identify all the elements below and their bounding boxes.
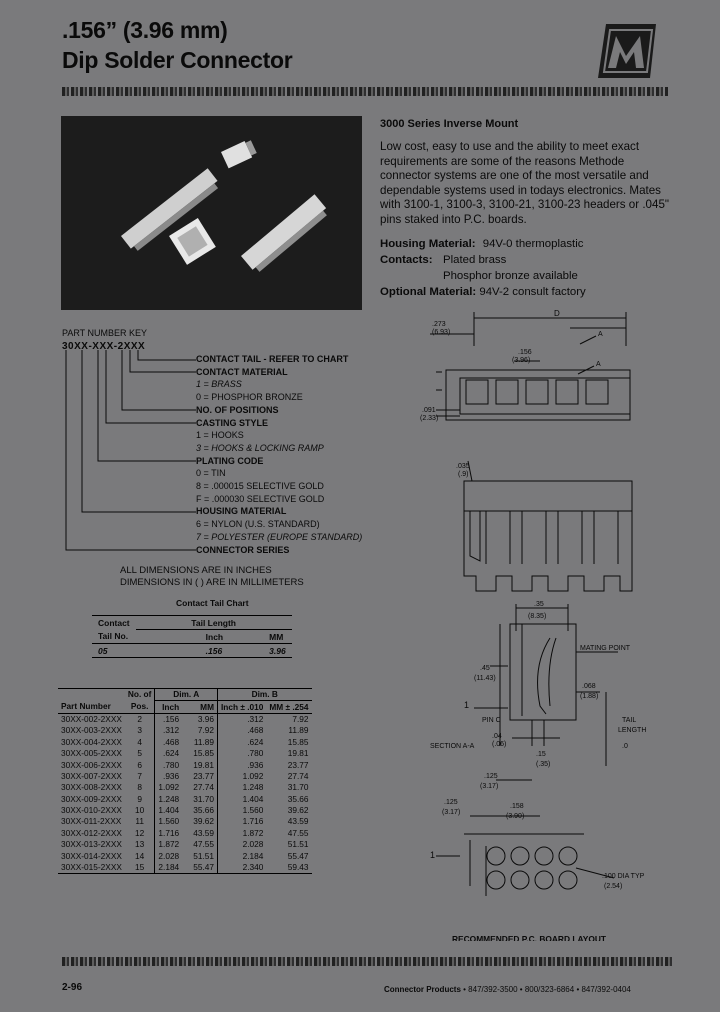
dim-label: A — [596, 361, 601, 368]
table-row — [58, 828, 312, 839]
table-cell: .780 — [155, 759, 182, 770]
table-cell: 1.092 — [155, 782, 182, 793]
dim-header-spacer — [58, 689, 125, 701]
table-cell: 12 — [135, 827, 145, 838]
part-key-line: 1 = BRASS — [196, 379, 242, 390]
part-key-line: 8 = .000015 SELECTIVE GOLD — [196, 481, 324, 492]
paragraph-line: pins staked into P.C. boards. — [380, 212, 527, 226]
footer-company: Connector Products — [384, 985, 461, 994]
title-line-1: .156” (3.96 mm) — [62, 17, 228, 43]
table-cell: .936 — [155, 771, 182, 782]
table-cell: 1.716 — [218, 816, 267, 827]
housing-label: Housing Material: — [380, 238, 476, 250]
part-key-line: CONTACT TAIL - REFER TO CHART — [196, 354, 349, 364]
table-row — [58, 805, 312, 816]
table-cell: .936 — [218, 759, 267, 770]
dim-header-mmb: MM ± .254 — [269, 701, 309, 712]
table-cell: 30XX-013-2XXX — [61, 839, 122, 850]
table-cell: 1.092 — [218, 771, 267, 782]
table-cell: 10 — [135, 805, 145, 816]
table-row — [58, 816, 312, 827]
tail-chart-header: Tail Length — [136, 616, 292, 630]
housing-value: 94V-0 thermoplastic — [482, 238, 584, 250]
dimension-table — [58, 688, 312, 874]
table-cell: .156 — [155, 713, 182, 725]
part-key-line: CASTING STYLE — [196, 417, 269, 428]
paragraph-line: Low cost, easy to use and the ability to meet exact — [380, 140, 640, 153]
table-cell: 3 — [137, 725, 142, 736]
paragraph-line: connector systems are one of the most versatile and — [380, 169, 649, 183]
housing-material-row — [380, 237, 583, 252]
part-key-line: 6 = NYLON (U.S. STANDARD) — [196, 519, 320, 530]
part-key-line: 0 = PHOSPHOR BRONZE — [196, 392, 303, 403]
part-key-title: PART NUMBER KEY — [62, 328, 148, 338]
part-key-number: 30XX-XXX-2XXX — [62, 341, 146, 352]
table-cell: 15 — [135, 862, 145, 873]
dim-label: (3.17) — [480, 783, 499, 790]
footer-phone: 847/392-3500 — [468, 985, 518, 994]
table-cell: 15.85 — [287, 736, 309, 747]
table-cell: 1.404 — [218, 794, 267, 805]
dim-label: (1.88) — [580, 693, 599, 700]
header-fine-print — [62, 87, 668, 96]
part-key-line: 7 = POLYESTER (EUROPE STANDARD) — [196, 531, 363, 542]
table-cell: 30XX-010-2XXX — [61, 805, 122, 816]
part-key-leader-lines — [60, 350, 200, 560]
dim-label: .273 — [432, 321, 446, 328]
footer-fine-print — [62, 957, 674, 966]
dim-label: MATING POINT — [580, 645, 631, 652]
table-cell: 15.85 — [193, 748, 214, 759]
table-cell: 30XX-015-2XXX — [61, 862, 122, 873]
dim-label: TAIL — [622, 717, 637, 724]
dim-label: .125 — [444, 799, 458, 806]
contacts-value-2: Phosphor bronze available — [443, 270, 578, 282]
table-cell: 5 — [137, 748, 142, 759]
paragraph-line: with 3100-1, 3100-3, 3100-21, 3100-23 headers or .045" — [380, 198, 670, 212]
table-cell: 30XX-004-2XXX — [61, 736, 122, 747]
tail-chart-header: Contact — [98, 617, 130, 628]
dim-label: .35 — [534, 601, 544, 608]
table-cell: 3.96 — [197, 713, 214, 724]
part-key-line: NO. OF POSITIONS — [196, 404, 279, 415]
footer-contact: Connector Products • 847/392-3500 • 800/323-6864 • 847/392-0404 — [384, 985, 631, 994]
table-row — [58, 850, 312, 861]
table-row — [58, 725, 312, 736]
dim-label: 1 — [430, 850, 436, 860]
dim-label: (2.54) — [604, 883, 623, 890]
table-row — [58, 748, 312, 759]
part-key-line: CONTACT MATERIAL — [196, 366, 288, 377]
note-line: ALL DIMENSIONS ARE IN INCHES — [120, 565, 272, 576]
dim-label: (2.33) — [420, 415, 439, 422]
table-cell: 51.51 — [287, 839, 309, 850]
optional-material-row — [380, 285, 586, 300]
part-key-line: 0 = TIN — [196, 468, 226, 479]
contacts-value-1: Plated brass — [443, 254, 507, 266]
note-line: DIMENSIONS IN ( ) ARE IN MILLIMETERS — [120, 576, 304, 588]
table-cell: 30XX-014-2XXX — [61, 850, 122, 861]
table-cell: 1.872 — [218, 828, 267, 839]
optional-label: Optional Material: — [380, 286, 477, 298]
table-cell: 59.43 — [287, 862, 309, 873]
dim-label: .035 — [456, 463, 470, 470]
dim-label: .158 — [510, 803, 524, 810]
dim-label: SECTION A-A — [430, 743, 475, 750]
tail-chart-title: Contact Tail Chart — [176, 598, 249, 608]
table-cell: 1.248 — [155, 794, 182, 805]
table-cell: 2 — [137, 713, 142, 724]
table-cell: .312 — [218, 713, 267, 725]
tail-chart-cell: 05 — [98, 645, 108, 656]
dim-label: (3.90) — [506, 813, 525, 820]
table-cell: 30XX-009-2XXX — [61, 793, 122, 804]
tail-chart-table — [92, 615, 292, 658]
table-cell: 7.92 — [292, 713, 309, 724]
contacts-label: Contacts: — [380, 254, 433, 266]
table-cell: .624 — [155, 748, 182, 759]
table-cell: 19.81 — [287, 748, 309, 759]
table-cell: 1.560 — [155, 816, 182, 827]
table-row — [58, 737, 312, 748]
table-cell: 30XX-002-2XXX — [61, 713, 122, 724]
table-row — [58, 794, 312, 805]
table-cell: 35.66 — [193, 805, 214, 816]
dim-label: (11.43) — [474, 675, 496, 682]
dim-label: .091 — [422, 407, 436, 414]
part-key-line: PLATING CODE — [196, 455, 264, 466]
table-cell: 4 — [137, 736, 142, 747]
table-cell: 47.55 — [287, 827, 309, 838]
dim-header-inchb: Inch ± .010 — [218, 701, 267, 713]
tail-chart-header: Inch — [205, 631, 224, 642]
dim-label: PIN C — [482, 717, 501, 724]
product-photo — [61, 116, 362, 310]
methode-logo — [594, 22, 664, 80]
footer-phone: 847/392-0404 — [581, 985, 631, 994]
table-row — [58, 862, 312, 874]
table-cell: .624 — [218, 737, 267, 748]
table-cell: 7.92 — [197, 725, 214, 736]
table-cell: 1.404 — [155, 805, 182, 816]
dimension-note — [120, 565, 304, 588]
paragraph-line: requirements are some of the reasons Methode — [380, 154, 625, 168]
dim-header-part: Part Number — [61, 701, 111, 712]
table-cell: 47.55 — [193, 839, 214, 850]
table-cell: 43.59 — [287, 816, 309, 827]
table-cell: 30XX-005-2XXX — [61, 748, 122, 759]
technical-drawing — [400, 306, 700, 941]
table-cell: .312 — [155, 725, 182, 736]
table-cell: 2.340 — [218, 862, 267, 874]
dim-header-inch: Inch — [155, 701, 182, 713]
dim-label: D — [554, 309, 560, 318]
table-row — [58, 771, 312, 782]
dim-label: (8.35) — [528, 613, 547, 620]
dim-label: LENGTH — [618, 727, 647, 734]
dim-label: .068 — [582, 683, 596, 690]
table-cell: 1.872 — [155, 839, 182, 850]
dimension-table-body — [58, 713, 312, 873]
dim-label: .0 — [622, 743, 628, 750]
table-cell: 11.89 — [288, 725, 309, 736]
table-cell: 27.74 — [287, 770, 309, 781]
part-key-list — [196, 353, 362, 556]
table-row — [58, 713, 312, 725]
table-cell: 1.560 — [218, 805, 267, 816]
part-key-line: F = .000030 SELECTIVE GOLD — [196, 493, 325, 504]
table-cell: 30XX-011-2XXX — [61, 816, 122, 827]
table-cell: 19.81 — [193, 759, 214, 770]
optional-value: 94V-2 consult factory — [479, 286, 586, 298]
dim-label: .100 DIA TYP — [602, 873, 645, 880]
table-cell: 31.70 — [193, 793, 214, 804]
dim-label: .15 — [536, 751, 546, 758]
table-cell: 43.59 — [193, 827, 214, 838]
dim-header-dima: Dim. A — [155, 689, 218, 701]
dim-header-pos1: No. of — [127, 689, 152, 700]
table-cell: 39.62 — [287, 805, 309, 816]
dim-label: (3.96) — [512, 357, 531, 364]
dim-label: (.06) — [492, 741, 507, 748]
intro-paragraph — [380, 140, 685, 228]
dim-header-pos2: Pos. — [130, 701, 149, 712]
table-row — [58, 759, 312, 770]
table-cell: 6 — [137, 759, 142, 770]
tail-chart-cell: 3.96 — [269, 645, 286, 656]
page-number: 2-96 — [62, 982, 83, 993]
table-cell: 30XX-003-2XXX — [61, 725, 122, 736]
table-cell: 30XX-006-2XXX — [61, 759, 122, 770]
table-cell: .468 — [218, 725, 267, 736]
table-cell: 13 — [135, 839, 145, 850]
footer-phone: 800/323-6864 — [524, 985, 575, 994]
dim-header-dimb: Dim. B — [218, 689, 312, 701]
dim-label: (6.93) — [432, 329, 451, 336]
tail-chart-header: MM — [269, 631, 284, 642]
table-cell: 1.248 — [218, 782, 267, 793]
part-key-line: 3 = HOOKS & LOCKING RAMP — [196, 442, 324, 453]
table-cell: 2.184 — [155, 862, 182, 874]
dim-label: .45 — [480, 665, 490, 672]
table-cell: 31.70 — [287, 782, 309, 793]
table-cell: 1.716 — [155, 828, 182, 839]
table-cell: 30XX-007-2XXX — [61, 770, 122, 781]
table-cell: 11.89 — [193, 736, 214, 747]
pcb-caption: RECOMMENDED P.C. BOARD LAYOUT — [452, 934, 607, 941]
tail-chart-header: Tail No. — [98, 631, 129, 642]
svg-text:M: M — [594, 22, 595, 23]
table-cell: 23.77 — [287, 759, 309, 770]
dim-label: .125 — [484, 773, 498, 780]
dim-label: (3.17) — [442, 809, 461, 816]
table-cell: 51.51 — [193, 850, 214, 861]
part-key-line: 1 = HOOKS — [196, 430, 244, 441]
part-key-line: CONNECTOR SERIES — [196, 544, 290, 555]
table-cell: 35.66 — [287, 793, 309, 804]
table-cell: 2.028 — [218, 839, 267, 850]
table-cell: 30XX-008-2XXX — [61, 782, 122, 793]
dim-label: .156 — [518, 349, 532, 356]
table-row — [58, 839, 312, 850]
table-cell: 7 — [137, 770, 142, 781]
table-cell: .468 — [155, 737, 182, 748]
table-cell: 8 — [137, 782, 142, 793]
tail-chart-cell: .156 — [205, 645, 223, 656]
table-cell: 27.74 — [193, 782, 214, 793]
table-cell: 55.47 — [193, 862, 214, 873]
table-cell: .780 — [218, 748, 267, 759]
part-key-line: HOUSING MATERIAL — [196, 506, 287, 517]
title-line-2: Dip Solder Connector — [62, 47, 293, 73]
dim-label: .04 — [492, 733, 502, 740]
table-cell: 55.47 — [287, 850, 309, 861]
dim-label: (.9) — [458, 471, 469, 478]
table-cell: 23.77 — [193, 770, 214, 781]
series-heading: 3000 Series Inverse Mount — [380, 118, 519, 130]
table-cell: 14 — [135, 850, 145, 861]
table-cell: 2.028 — [155, 850, 182, 861]
table-row — [58, 782, 312, 793]
table-cell: 2.184 — [218, 850, 267, 861]
table-cell: 30XX-012-2XXX — [61, 827, 122, 838]
table-cell: 9 — [137, 793, 142, 804]
dim-label: 1 — [464, 700, 470, 710]
table-cell: 39.62 — [193, 816, 214, 827]
dim-header-mm: MM — [200, 701, 214, 712]
paragraph-line: dependable systems used in todays electronics. Mates — [380, 183, 661, 197]
dim-label: A — [598, 331, 603, 338]
dim-label: (.35) — [536, 761, 551, 768]
table-cell: 11 — [135, 816, 144, 827]
